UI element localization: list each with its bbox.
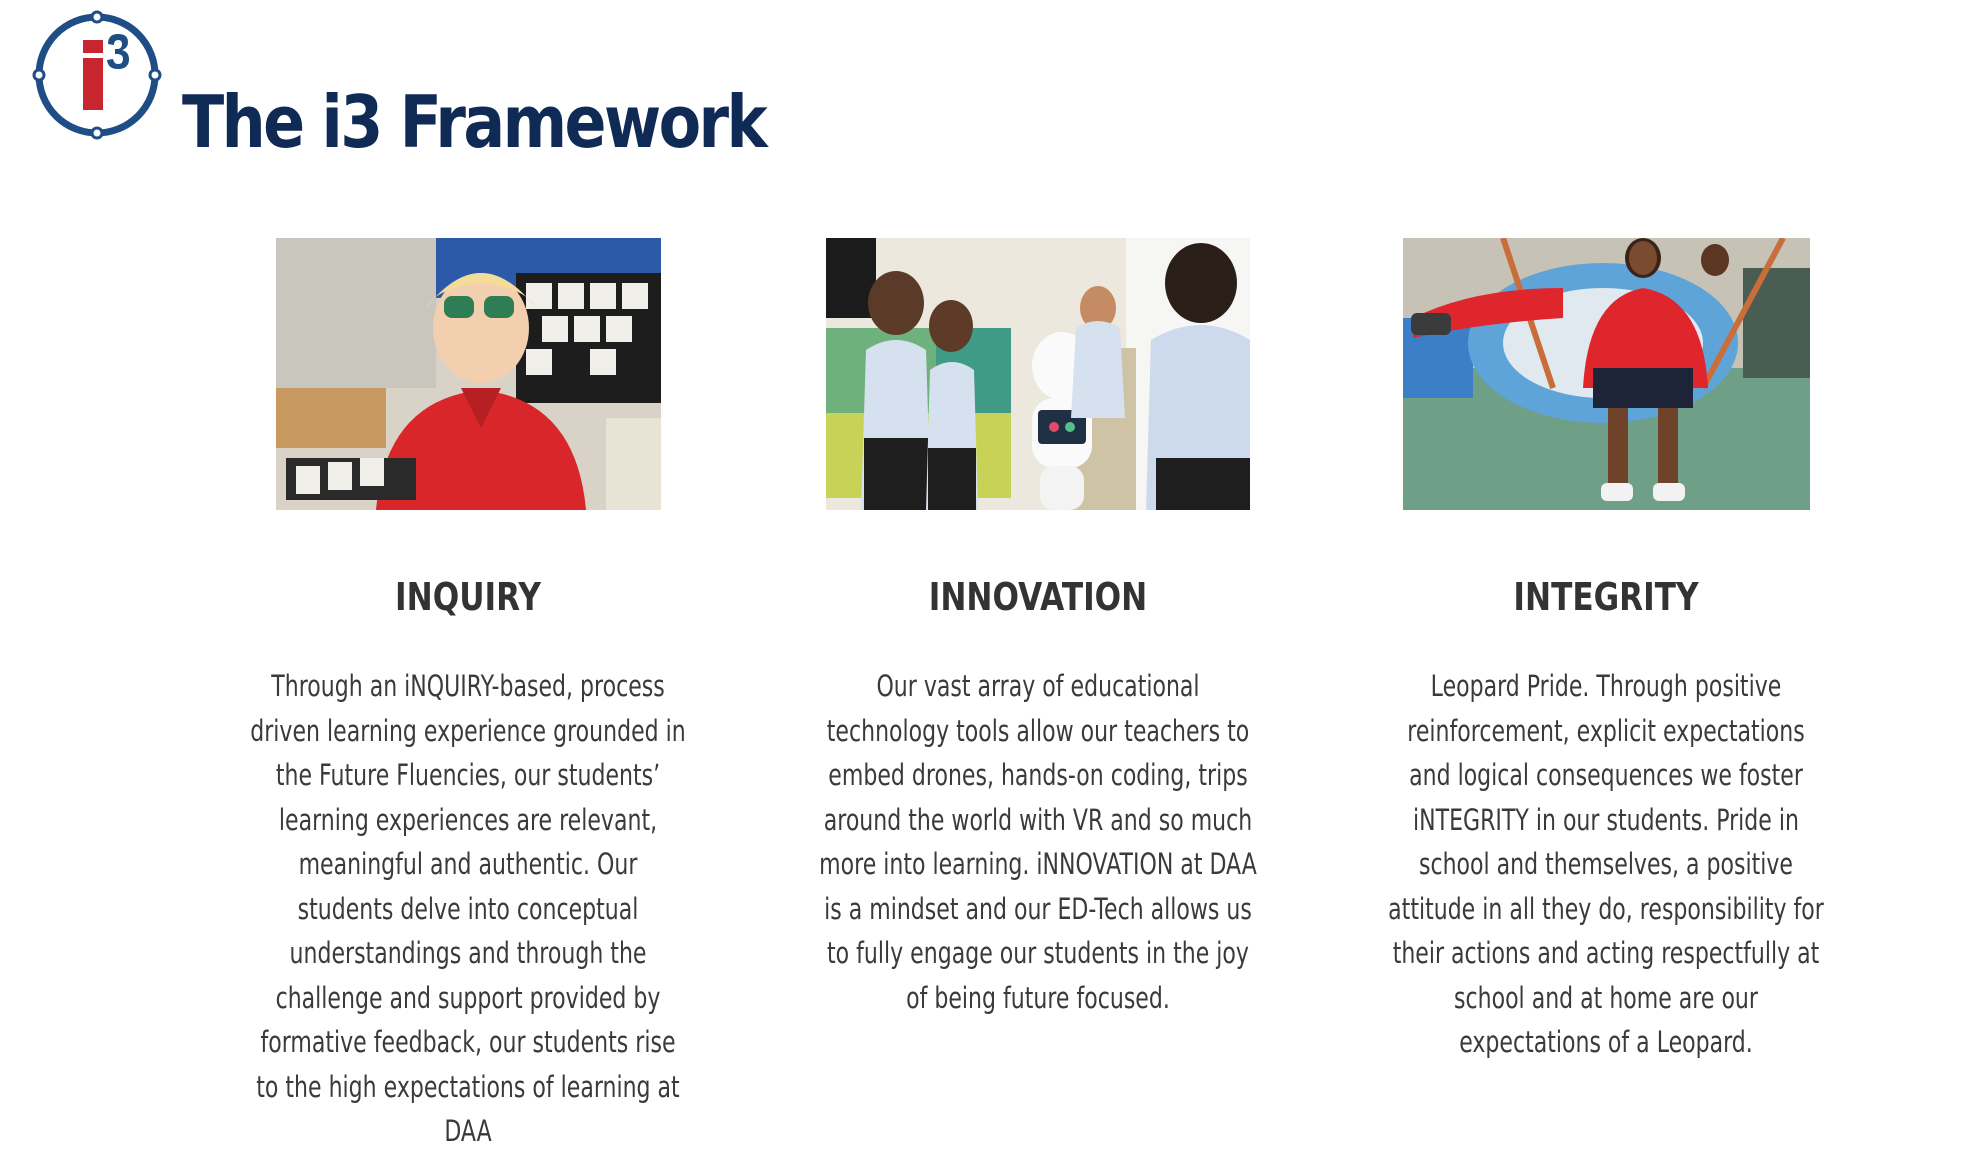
page-header — [0, 0, 1966, 180]
pillar-text-integrity: Leopard Pride. Through positive reinforcement, explicit expectations and logical consequences we foster iNTEGRITY in our students. Pride in school and themselves, a positive attitude in all they do, responsibility for their actions and acting respectfully at school and at home are our expectations of a Leopard. — [1388, 669, 1824, 1059]
pillar-heading-innovation: INNOVATION — [928, 575, 1148, 619]
pillar-heading-inquiry: INQUIRY — [395, 575, 541, 619]
pillar-text-innovation: Our vast array of educational technology tools allow our teachers to embed drones, hands-on coding, trips around the world with VR and so much more into learning. iNNOVATION at DAA is a mindset and our ED-Tech allows us to fully engage our students in the joy of being future focused. — [819, 669, 1257, 1015]
pillar-text-inquiry: Through an iNQUIRY-based, process driven learning experience grounded in the Future Fluencies, our students’ learning experiences are relevant, meaningful and authentic. Our students delve into conceptual understandings and through the challenge and support provided by formative feedback, our students rise to the high expectations of learning at DAA — [250, 669, 686, 1148]
pillar-heading-integrity: INTEGRITY — [1513, 575, 1699, 619]
children-on-swing-photo — [1403, 238, 1810, 510]
students-with-robot-photo — [826, 238, 1250, 510]
page-title: The i3 Framework — [182, 80, 766, 164]
child-with-binoculars-photo — [276, 238, 661, 510]
i3-logo-icon — [32, 10, 162, 140]
